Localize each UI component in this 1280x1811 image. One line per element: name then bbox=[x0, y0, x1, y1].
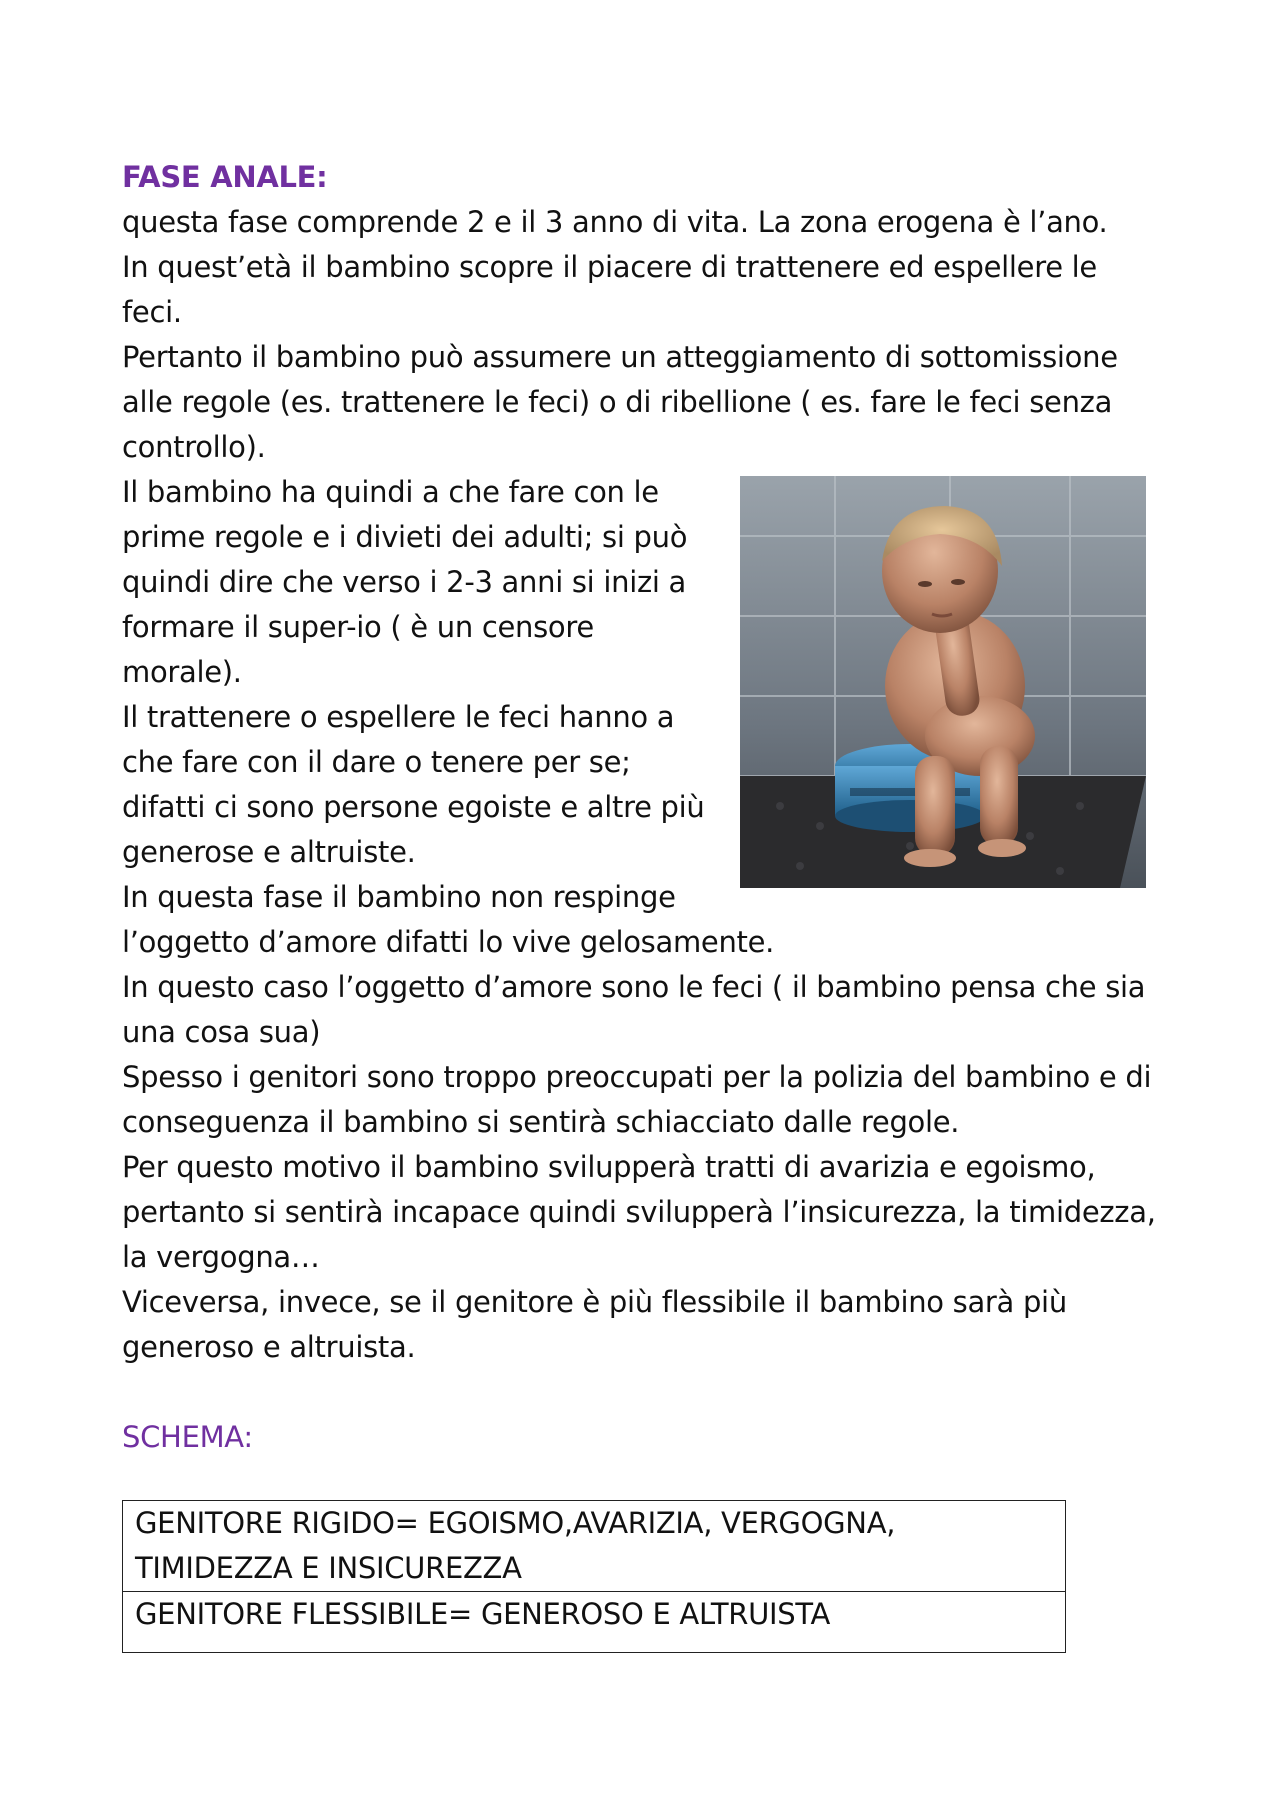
section-heading: FASE ANALE: bbox=[122, 160, 328, 194]
child-on-potty-photo bbox=[740, 476, 1146, 888]
schema-table bbox=[122, 1500, 1066, 1653]
document-body bbox=[122, 155, 1162, 1460]
paragraph-avarice: Per questo motivo il bambino svilupperà tratti di avarizia e egoismo, pertanto si sentirà incapace quindi svilupperà l’insicurezza, la timidezza, la vergogna… bbox=[122, 1150, 1156, 1274]
schema-title: SCHEMA: bbox=[122, 1420, 253, 1454]
paragraph-generosity: Il trattenere o espellere le feci hanno a che fare con il dare o tenere per se; difatti ci sono persone egoiste e altre più generose e altruiste. bbox=[122, 700, 705, 869]
paragraph-flexible: Viceversa, invece, se il genitore è più flessibile il bambino sarà più generoso e altruista. bbox=[122, 1285, 1067, 1364]
paragraph-love-object-end: l’oggetto d’amore difatti lo vive gelosamente. bbox=[122, 925, 775, 959]
paragraph-intro-2: In quest’età il bambino scopre il piacere di trattenere ed espellere le feci. bbox=[122, 250, 1097, 329]
schema-row-rigid: GENITORE RIGIDO= EGOISMO,AVARIZIA, VERGOGNA, TIMIDEZZA E INSICUREZZA bbox=[123, 1501, 1066, 1592]
paragraph-rules: Il bambino ha quindi a che fare con le prime regole e i divieti dei adulti; si può quindi dire che verso i 2-3 anni si inizi a formare il super-io ( è un censore morale). bbox=[122, 475, 688, 689]
paragraph-intro-3: Pertanto il bambino può assumere un atteggiamento di sottomissione alle regole (es. trattenere le feci) o di ribellione ( es. fare le feci senza controllo). bbox=[122, 340, 1118, 464]
paragraph-feces: In questo caso l’oggetto d’amore sono le feci ( il bambino pensa che sia una cosa sua) bbox=[122, 970, 1146, 1049]
schema-row-flexible: GENITORE FLESSIBILE= GENEROSO E ALTRUISTA bbox=[123, 1592, 1066, 1653]
paragraph-intro-1: questa fase comprende 2 e il 3 anno di vita. La zona erogena è l’ano. bbox=[122, 205, 1108, 239]
paragraph-love-object-start: In questa fase il bambino non respinge bbox=[122, 880, 676, 914]
wrapped-text bbox=[122, 470, 722, 920]
photo-illustration bbox=[740, 476, 1146, 888]
paragraph-parents: Spesso i genitori sono troppo preoccupati per la polizia del bambino e di conseguenza il bambino si sentirà schiacciato dalle regole. bbox=[122, 1060, 1152, 1139]
text-with-image bbox=[122, 470, 1162, 920]
table-row bbox=[123, 1592, 1066, 1653]
table-row bbox=[123, 1501, 1066, 1592]
